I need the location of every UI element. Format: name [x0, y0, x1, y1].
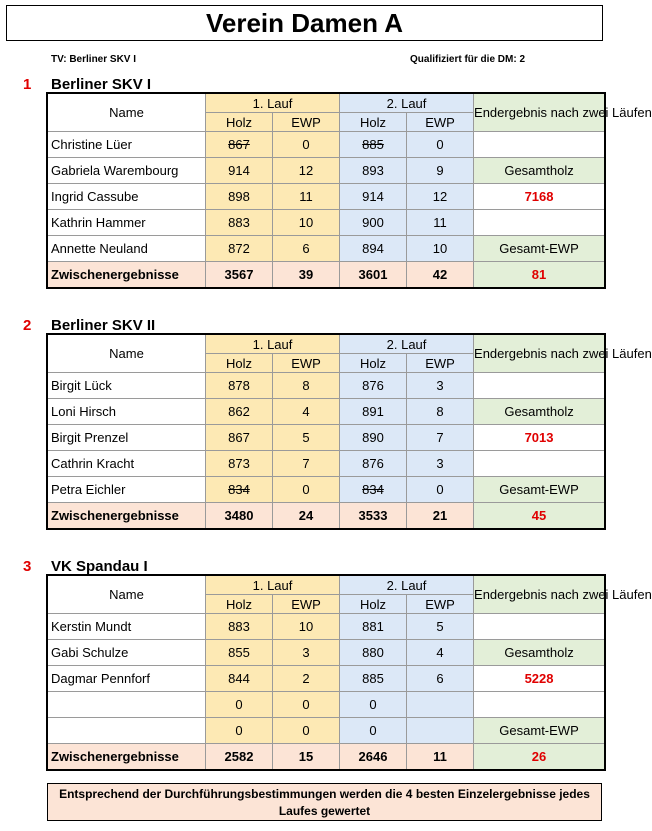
holz1-cell: 898 — [206, 184, 273, 210]
ewp1-cell: 0 — [273, 477, 340, 503]
team-name: Berliner SKV II — [51, 317, 156, 334]
lauf2-header: 2. Lauf — [340, 94, 474, 113]
end-result-header: Endergebnis nach zwei Läufen — [474, 335, 605, 373]
team-rank: 2 — [23, 317, 32, 334]
holz1-cell: 878 — [206, 373, 273, 399]
holz2-cell: 894 — [340, 236, 407, 262]
ewp2-cell: 3 — [407, 373, 474, 399]
lauf1-header: 1. Lauf — [206, 94, 340, 113]
total-ewp1: 24 — [273, 503, 340, 529]
holz1-cell: 867 — [206, 132, 273, 158]
gesamt-ewp-label: Gesamt-EWP — [474, 718, 605, 744]
ewp1-cell: 0 — [273, 132, 340, 158]
player-name: Kathrin Hammer — [48, 210, 206, 236]
holz1-cell: 867 — [206, 425, 273, 451]
player-name — [48, 718, 206, 744]
gesamt-ewp-label: Gesamt-EWP — [474, 477, 605, 503]
ewp2-cell: 7 — [407, 425, 474, 451]
ewp2-header: EWP — [407, 595, 474, 614]
table-row — [48, 477, 605, 503]
name-header: Name — [48, 576, 206, 614]
ewp1-cell: 11 — [273, 184, 340, 210]
holz1-cell: 844 — [206, 666, 273, 692]
total-holz2: 2646 — [340, 744, 407, 770]
ewp1-cell: 0 — [273, 718, 340, 744]
team-rank: 3 — [23, 558, 32, 575]
ewp2-cell: 11 — [407, 210, 474, 236]
holz1-cell: 883 — [206, 210, 273, 236]
holz2-cell: 881 — [340, 614, 407, 640]
header-row — [48, 94, 605, 113]
ewp2-cell: 12 — [407, 184, 474, 210]
holz2-cell: 0 — [340, 718, 407, 744]
holz2-cell: 0 — [340, 692, 407, 718]
holz2-cell: 900 — [340, 210, 407, 236]
total-holz1: 3480 — [206, 503, 273, 529]
ewp2-cell: 8 — [407, 399, 474, 425]
team-rank: 1 — [23, 76, 32, 93]
table-row — [48, 236, 605, 262]
score-table — [47, 575, 652, 770]
gesamt-ewp-value: 45 — [474, 503, 605, 529]
table-row — [48, 158, 605, 184]
player-name: Christine Lüer — [48, 132, 206, 158]
lauf1-header: 1. Lauf — [206, 335, 340, 354]
lauf2-header: 2. Lauf — [340, 335, 474, 354]
score-table — [47, 93, 652, 288]
player-name: Kerstin Mundt — [48, 614, 206, 640]
ewp2-cell — [407, 718, 474, 744]
ewp2-cell: 9 — [407, 158, 474, 184]
ewp2-cell: 6 — [407, 666, 474, 692]
table-row — [48, 718, 605, 744]
ewp1-cell: 12 — [273, 158, 340, 184]
total-ewp1: 39 — [273, 262, 340, 288]
ewp2-cell: 4 — [407, 640, 474, 666]
end-empty-cell — [474, 210, 605, 236]
player-name: Birgit Lück — [48, 373, 206, 399]
team-name: Berliner SKV I — [51, 76, 152, 93]
total-ewp2: 21 — [407, 503, 474, 529]
holz1-cell: 914 — [206, 158, 273, 184]
holz1-cell: 834 — [206, 477, 273, 503]
total-row — [48, 262, 605, 288]
ewp2-cell — [407, 692, 474, 718]
holz2-header: Holz — [340, 113, 407, 132]
end-empty-cell — [474, 373, 605, 399]
holz2-cell: 885 — [340, 132, 407, 158]
name-header: Name — [48, 94, 206, 132]
gesamt-ewp-value: 81 — [474, 262, 605, 288]
player-name — [48, 692, 206, 718]
end-result-header: Endergebnis nach zwei Läufen — [474, 576, 605, 614]
holz1-cell: 883 — [206, 614, 273, 640]
total-holz1: 2582 — [206, 744, 273, 770]
page-title: Verein Damen A — [6, 5, 603, 41]
total-label: Zwischenergebnisse — [48, 503, 206, 529]
ewp1-cell: 10 — [273, 210, 340, 236]
holz2-cell: 880 — [340, 640, 407, 666]
total-holz2: 3601 — [340, 262, 407, 288]
end-empty-cell — [474, 132, 605, 158]
total-holz1: 3567 — [206, 262, 273, 288]
team-section — [0, 76, 652, 286]
holz2-cell: 834 — [340, 477, 407, 503]
lauf2-header: 2. Lauf — [340, 576, 474, 595]
lauf1-header: 1. Lauf — [206, 576, 340, 595]
total-label: Zwischenergebnisse — [48, 744, 206, 770]
team-header — [0, 317, 609, 335]
player-name: Gabriela Warembourg — [48, 158, 206, 184]
rules-note: Entsprechend der Durchführungsbestimmungen werden die 4 besten Einzelergebnisse jedes Laufes gewertet — [47, 783, 602, 821]
ewp1-header: EWP — [273, 595, 340, 614]
holz1-cell: 872 — [206, 236, 273, 262]
holz2-cell: 891 — [340, 399, 407, 425]
table-row — [48, 399, 605, 425]
table-row — [48, 210, 605, 236]
gesamtholz-label: Gesamtholz — [474, 399, 605, 425]
end-empty-cell — [474, 692, 605, 718]
player-name: Cathrin Kracht — [48, 451, 206, 477]
team-section — [0, 317, 652, 527]
ewp2-cell: 3 — [407, 451, 474, 477]
table-row — [48, 451, 605, 477]
table-row — [48, 640, 605, 666]
player-name: Loni Hirsch — [48, 399, 206, 425]
total-ewp1: 15 — [273, 744, 340, 770]
holz1-header: Holz — [206, 113, 273, 132]
team-name: VK Spandau I — [51, 558, 148, 575]
player-name: Dagmar Pennforf — [48, 666, 206, 692]
holz1-cell: 873 — [206, 451, 273, 477]
total-ewp2: 11 — [407, 744, 474, 770]
holz1-cell: 855 — [206, 640, 273, 666]
end-result-header: Endergebnis nach zwei Läufen — [474, 94, 605, 132]
ewp1-cell: 6 — [273, 236, 340, 262]
team-header — [0, 76, 609, 94]
holz2-cell: 876 — [340, 451, 407, 477]
table-row — [48, 692, 605, 718]
ewp1-cell: 4 — [273, 399, 340, 425]
total-holz2: 3533 — [340, 503, 407, 529]
gesamt-ewp-label: Gesamt-EWP — [474, 236, 605, 262]
holz1-cell: 862 — [206, 399, 273, 425]
ewp2-header: EWP — [407, 354, 474, 373]
table-row — [48, 184, 605, 210]
table-row — [48, 425, 605, 451]
holz1-header: Holz — [206, 595, 273, 614]
holz2-cell: 914 — [340, 184, 407, 210]
ewp2-cell: 5 — [407, 614, 474, 640]
holz2-header: Holz — [340, 354, 407, 373]
gesamtholz-label: Gesamtholz — [474, 640, 605, 666]
player-name: Petra Eichler — [48, 477, 206, 503]
ewp1-header: EWP — [273, 354, 340, 373]
ewp1-cell: 7 — [273, 451, 340, 477]
ewp1-header: EWP — [273, 113, 340, 132]
holz2-cell: 893 — [340, 158, 407, 184]
ewp2-cell: 0 — [407, 477, 474, 503]
ewp1-cell: 10 — [273, 614, 340, 640]
name-header: Name — [48, 335, 206, 373]
ewp1-cell: 3 — [273, 640, 340, 666]
header-row — [48, 576, 605, 595]
table-row — [48, 373, 605, 399]
gesamtholz-value: 7168 — [474, 184, 605, 210]
gesamtholz-value: 5228 — [474, 666, 605, 692]
holz1-cell: 0 — [206, 718, 273, 744]
ewp1-cell: 5 — [273, 425, 340, 451]
holz2-header: Holz — [340, 595, 407, 614]
total-ewp2: 42 — [407, 262, 474, 288]
team-section — [0, 558, 652, 768]
ewp1-cell: 0 — [273, 692, 340, 718]
team-header — [0, 558, 609, 576]
gesamtholz-value: 7013 — [474, 425, 605, 451]
gesamt-ewp-value: 26 — [474, 744, 605, 770]
player-name: Ingrid Cassube — [48, 184, 206, 210]
ewp2-cell: 0 — [407, 132, 474, 158]
table-row — [48, 614, 605, 640]
gesamtholz-label: Gesamtholz — [474, 158, 605, 184]
holz2-cell: 885 — [340, 666, 407, 692]
total-label: Zwischenergebnisse — [48, 262, 206, 288]
ewp1-cell: 2 — [273, 666, 340, 692]
ewp2-header: EWP — [407, 113, 474, 132]
ewp2-cell: 10 — [407, 236, 474, 262]
holz1-cell: 0 — [206, 692, 273, 718]
holz2-cell: 890 — [340, 425, 407, 451]
ewp1-cell: 8 — [273, 373, 340, 399]
total-row — [48, 503, 605, 529]
player-name: Gabi Schulze — [48, 640, 206, 666]
end-empty-cell — [474, 451, 605, 477]
holz2-cell: 876 — [340, 373, 407, 399]
player-name: Annette Neuland — [48, 236, 206, 262]
header-row — [48, 335, 605, 354]
player-name: Birgit Prenzel — [48, 425, 206, 451]
end-empty-cell — [474, 614, 605, 640]
tv-label: TV: Berliner SKV I — [51, 54, 137, 65]
total-row — [48, 744, 605, 770]
table-row — [48, 666, 605, 692]
qualified-label: Qualifiziert für die DM: 2 — [410, 54, 526, 65]
holz1-header: Holz — [206, 354, 273, 373]
score-table — [47, 334, 652, 529]
table-row — [48, 132, 605, 158]
